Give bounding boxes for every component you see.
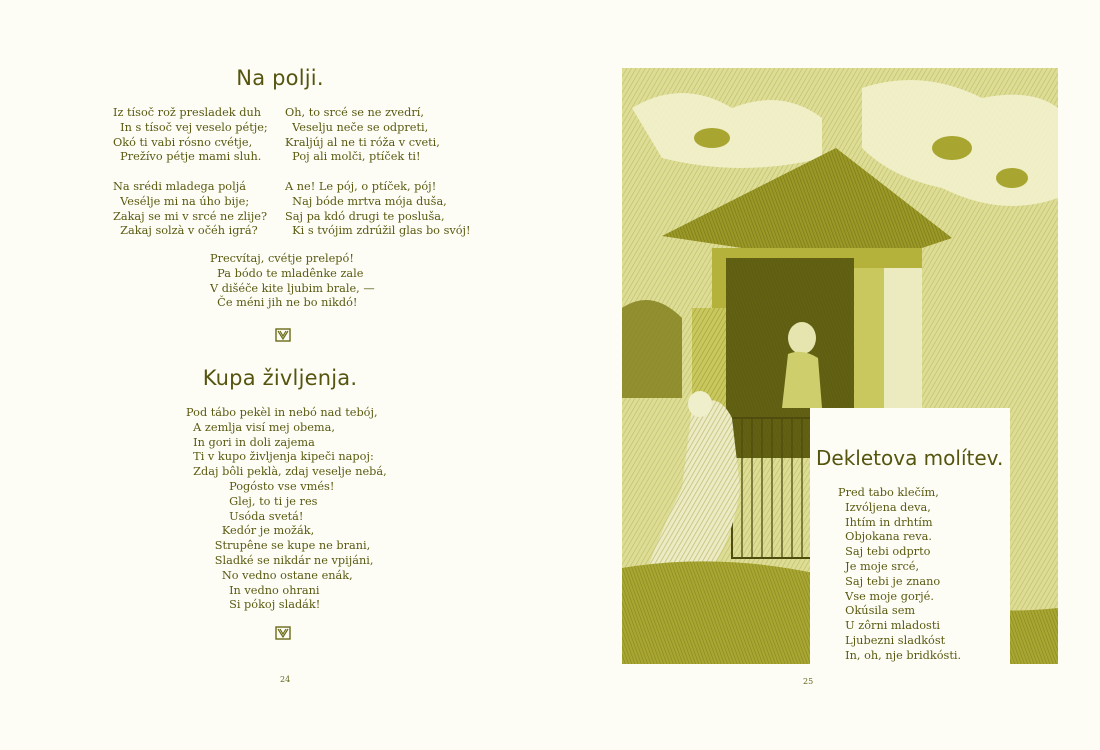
verse-line: Strupêne se kupe ne brani,: [186, 539, 371, 553]
poem2-body: [186, 406, 387, 613]
verse-line: Okúsila sem: [838, 604, 916, 618]
poem-title-dekletova-molitev: Dekletova molítev.: [816, 446, 1004, 470]
verse-line: Veselju neče se odpreti,: [285, 120, 429, 134]
verse-line: Iz tísoč rož presladek duh: [113, 106, 262, 119]
verse-line: Si pókoj sladák!: [186, 598, 321, 612]
poem-title-na-polji: Na polji.: [236, 66, 324, 90]
verse-line: Precvítaj, cvétje prelepó!: [210, 252, 354, 265]
page-number-left: 24: [280, 675, 291, 684]
verse-line: Zakaj solzà v očéh igrá?: [113, 224, 258, 238]
verse-line: Zdaj bôli peklà, zdaj veselje nebá,: [186, 465, 387, 479]
verse-line: Okó ti vabi rósno cvétje,: [113, 135, 253, 149]
verse-line: In gori in doli zajema: [186, 435, 315, 449]
poem3-body: [838, 486, 961, 664]
ornament-icon: [275, 328, 291, 342]
verse-line: Saj tebi odprto: [838, 545, 931, 559]
verse-line: A zemlja visí mej obema,: [186, 420, 335, 434]
verse-line: Pred tabo klečím,: [838, 486, 939, 499]
verse-line: Pa bódo te mladênke zale: [210, 266, 364, 280]
verse-line: Saj pa kdó drugi te posluša,: [285, 209, 445, 223]
verse-line: Vse moje gorjé.: [838, 589, 934, 603]
verse-line: Ihtím in drhtím: [838, 515, 933, 529]
verse-line: Na srédi mladega poljá: [113, 179, 246, 193]
poem1-closing-stanza: [210, 252, 375, 311]
verse-line: [113, 165, 268, 180]
verse-line: Poj ali molči, ptíček ti!: [285, 150, 421, 164]
poem1-column-2: [285, 106, 471, 239]
verse-line: A ne! Le pój, o ptíček, pój!: [285, 179, 437, 193]
verse-line: Saj tebi je znano: [838, 574, 941, 588]
verse-line: In s tísoč vej veselo pétje;: [113, 120, 268, 134]
verse-line: Sladké se nikdár ne vpijáni,: [186, 553, 374, 567]
verse-line: V dišéče kite ljubim brale, —: [210, 281, 375, 295]
verse-line: Prežívo pétje mami sluh.: [113, 150, 262, 164]
verse-line: In, oh, nje bridkósti.: [838, 648, 962, 662]
verse-line: No vedno ostane enák,: [186, 568, 353, 582]
poem-title-kupa-zivljenja: Kupa življenja.: [202, 366, 358, 390]
verse-line: Zakaj se mi v srcé ne zlije?: [113, 209, 267, 223]
ornament-icon: [275, 626, 291, 640]
verse-line: Vesélje mi na úho bije;: [113, 194, 250, 208]
verse-line: Oh, to srcé se ne zvedrí,: [285, 106, 424, 119]
verse-line: Izvóljena deva,: [838, 500, 931, 514]
verse-line: U zôrni mladosti: [838, 619, 940, 633]
verse-line: Ti v kupo življenja kipeči napoj:: [186, 450, 374, 464]
verse-line: Glej, to ti je res: [186, 494, 318, 508]
verse-line: Ki s tvójim zdrúžil glas bo svój!: [285, 224, 471, 238]
verse-line: Usóda svetá!: [186, 509, 304, 523]
verse-line: Je moje srcé,: [838, 559, 920, 573]
page-number-right: 25: [803, 677, 814, 686]
verse-line: Kraljúj al ne ti róža v cveti,: [285, 135, 440, 149]
verse-line: Kedór je možák,: [186, 524, 315, 538]
verse-line: Pod tábo pekèl in nebó nad tebój,: [186, 406, 378, 419]
verse-line: Ljubezni sladkóst: [838, 633, 946, 647]
verse-line: Pogósto vse vmés!: [186, 479, 335, 493]
verse-line: Naj bóde mrtva mója duša,: [285, 194, 447, 208]
poem1-column-1: [113, 106, 268, 239]
verse-line: In vedno ohrani: [186, 583, 320, 597]
verse-line: Objokana reva.: [838, 530, 932, 544]
verse-line: [285, 165, 471, 180]
verse-line: Če méni jih ne bo nikdó!: [210, 296, 358, 310]
